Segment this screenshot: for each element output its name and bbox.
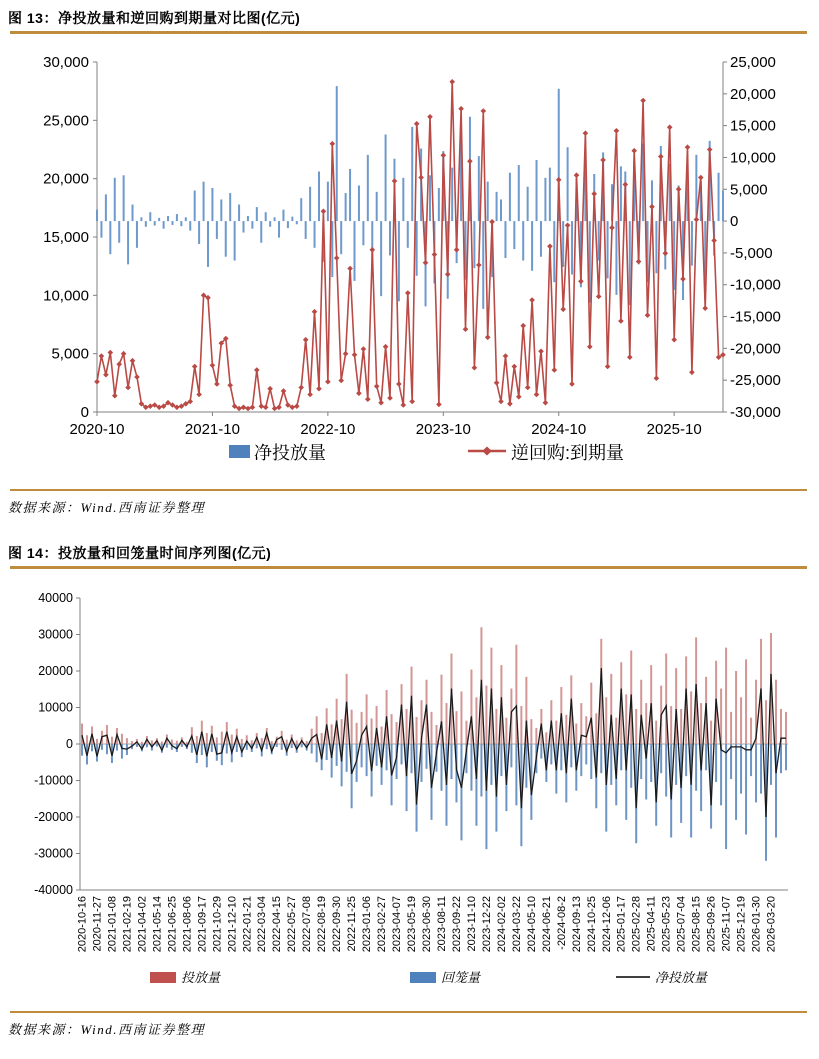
figure14-bottom-rule <box>10 1011 807 1013</box>
legend-label-injection: 投放量 <box>181 970 221 985</box>
x-tick-label: 2024-03-22 <box>510 896 523 953</box>
left-tick-label: 30,000 <box>43 54 89 71</box>
y-tick-label: 20000 <box>38 664 73 678</box>
x-tick-label: 2021-10-29 <box>211 896 224 953</box>
x-tick-label: 2021-04-02 <box>136 896 149 953</box>
right-tick-label: 15,000 <box>730 117 776 135</box>
right-tick-label: -15,000 <box>730 308 781 326</box>
figure14-legend <box>150 970 708 985</box>
x-tick-label: 2024-09-13 <box>570 896 583 953</box>
x-tick-label: 2023-08-11 <box>435 896 448 952</box>
y-tick-label: 40000 <box>38 591 73 605</box>
x-tick-label: 2026-01-30 <box>750 896 763 953</box>
x-tick-label: 2023-06-30 <box>421 896 434 953</box>
x-tick-label: 2022-04-15 <box>271 896 284 953</box>
x-tick-label: 2022-07-08 <box>301 896 314 953</box>
figure13-source: 数据来源：Wind.西南证券整理 <box>8 500 205 515</box>
left-tick-label: 20,000 <box>43 170 89 188</box>
x-axis-tick-labels <box>69 421 701 438</box>
x-tick-label: 2025-01-17 <box>615 896 628 953</box>
right-tick-label: 0 <box>730 213 739 231</box>
x-tick-label: 2021-12-10 <box>226 896 239 953</box>
x-tick-label: 2025-08-15 <box>690 896 703 953</box>
right-tick-label: 20,000 <box>730 85 776 103</box>
x-tick-label: 2021-10 <box>184 421 240 438</box>
x-tick-label: 2024-10-25 <box>585 896 598 953</box>
x-tick-label: 2023-12-22 <box>480 896 493 953</box>
series-net-injection-bars <box>97 86 723 309</box>
x-tick-label: 2023-04-07 <box>391 896 404 953</box>
x-tick-label: 2023-02-27 <box>376 896 389 953</box>
x-tick-label: 2024-05-10 <box>525 896 538 953</box>
legend-swatch-injection <box>150 972 176 983</box>
left-tick-label: 10,000 <box>43 287 89 305</box>
y-tick-label: -20000 <box>34 810 73 824</box>
x-tick-label: 2021-09-17 <box>196 896 209 953</box>
left-tick-label: 5,000 <box>51 345 89 363</box>
figure13-title: 图 13：净投放量和逆回购到期量对比图(亿元) <box>8 10 301 26</box>
legend-swatch-withdrawal <box>410 972 436 983</box>
x-tick-label: 2025-10 <box>646 421 702 438</box>
right-tick-label: -25,000 <box>730 372 781 390</box>
y-tick-label: 10000 <box>38 700 73 715</box>
legend-swatch-net-injection <box>229 445 250 458</box>
series-withdrawal-bars <box>82 744 786 861</box>
x-tick-label: 2022-10 <box>300 421 356 438</box>
figure13-title-rule <box>10 31 807 34</box>
x-tick-label: 2021-06-25 <box>166 896 179 953</box>
x-tick-label: 2025-07-04 <box>675 896 688 953</box>
x-tick-label: 2022-01-21 <box>241 896 254 953</box>
left-axis-tick-labels <box>43 54 89 421</box>
x-tick-label: 2024-02-02 <box>495 896 508 953</box>
x-tick-label: 2024-12-06 <box>600 896 613 953</box>
x-tick-label: 2022-09-30 <box>331 896 344 953</box>
legend-label-net-injection: 净投放量 <box>655 970 708 985</box>
y-tick-label: -40000 <box>34 883 73 897</box>
y-axis-tick-labels <box>34 591 73 897</box>
right-tick-label: -30,000 <box>730 404 781 421</box>
x-tick-label: 2021-02-19 <box>121 896 134 953</box>
legend-marker-reverse-repo <box>482 447 492 456</box>
x-tick-label: 2023-01-06 <box>361 896 374 953</box>
x-tick-label: 2026-03-20 <box>765 896 778 953</box>
x-tick-label: 2023-09-22 <box>450 896 463 953</box>
x-axis-tick-labels <box>77 896 778 952</box>
right-tick-label: -10,000 <box>730 276 781 294</box>
figure13-bottom-rule <box>10 489 807 491</box>
y-tick-label: 0 <box>66 737 73 751</box>
x-tick-label: 2023-11-10 <box>465 896 478 952</box>
x-tick-label: 2022-03-04 <box>256 896 269 953</box>
x-tick-label: 2021-05-14 <box>151 896 164 953</box>
right-tick-label: 5,000 <box>730 181 768 199</box>
right-tick-label: 25,000 <box>730 54 776 71</box>
left-tick-label: 0 <box>80 404 89 421</box>
x-tick-label: 2020-11-27 <box>91 896 104 952</box>
x-tick-label: 2025-09-26 <box>705 896 718 953</box>
x-tick-label: 2022-08-19 <box>316 896 329 953</box>
x-tick-label: 2021-01-08 <box>106 896 119 953</box>
x-tick-label: 2021-08-06 <box>181 896 194 953</box>
legend-label-withdrawal: 回笼量 <box>441 970 481 985</box>
x-tick-label: 2022-05-27 <box>286 896 299 953</box>
figure14-title-rule <box>10 566 807 569</box>
x-tick-label: 2020-10-16 <box>76 896 89 953</box>
series-injection-bars <box>82 627 786 744</box>
x-tick-label: 2025-05-23 <box>660 896 673 953</box>
figure13-legend <box>229 442 624 463</box>
x-tick-label: 2025-12-19 <box>735 896 748 953</box>
right-tick-label: 10,000 <box>730 149 776 167</box>
x-tick-label: 2020-10 <box>69 421 125 438</box>
legend-label-reverse-repo: 逆回购:到期量 <box>511 443 625 463</box>
legend-label-net-injection: 净投放量 <box>254 443 326 463</box>
y-tick-label: -30000 <box>34 846 73 861</box>
x-tick-label: 2025-04-11 <box>645 896 658 952</box>
figure14-source: 数据来源：Wind.西南证券整理 <box>8 1022 205 1037</box>
right-tick-label: -20,000 <box>730 340 781 358</box>
left-tick-label: 15,000 <box>43 229 89 246</box>
x-tick-label: 2022-11-25 <box>346 896 359 952</box>
right-axis-tick-labels <box>730 54 781 421</box>
x-tick-label: 2024-06-21 <box>540 896 553 953</box>
x-tick-label: 2025-11-07 <box>720 896 733 952</box>
figure14-chart <box>0 586 819 1010</box>
y-tick-label: 30000 <box>38 627 73 642</box>
x-tick-label: 2025-02-28 <box>630 896 643 953</box>
figure13-chart <box>0 46 819 486</box>
x-tick-label: 2023-05-19 <box>406 896 419 953</box>
x-tick-label: 2024-10 <box>531 421 587 438</box>
right-tick-label: -5,000 <box>730 244 773 262</box>
x-tick-label: -2024-08-2 <box>555 896 568 950</box>
figure14-title: 图 14：投放量和回笼量时间序列图(亿元) <box>8 545 272 561</box>
y-tick-label: -10000 <box>34 773 73 788</box>
x-tick-label: 2023-10 <box>415 421 471 438</box>
left-tick-label: 25,000 <box>43 112 89 130</box>
